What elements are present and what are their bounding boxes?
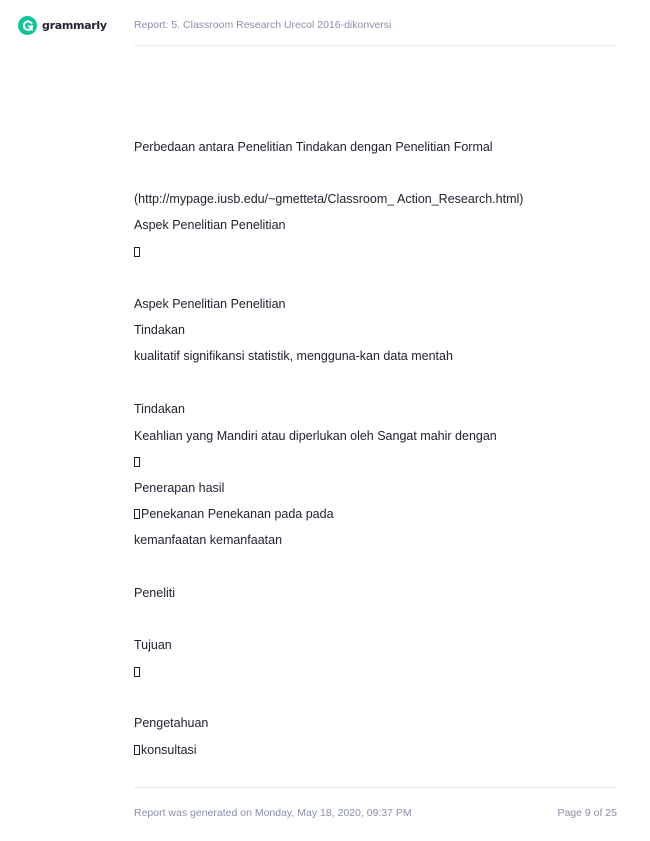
text-line bbox=[134, 664, 141, 680]
document-heading: Perbedaan antara Penelitian Tindakan dengan Penelitian Formal bbox=[134, 140, 493, 154]
grammarly-g-icon bbox=[18, 16, 37, 35]
text-line: Tindakan bbox=[134, 323, 185, 337]
missing-glyph-icon bbox=[134, 457, 140, 467]
text-line: Pengetahuan bbox=[134, 716, 209, 730]
missing-glyph-icon bbox=[134, 509, 140, 519]
text-line: kualitatif signifikansi statistik, mengguna-kan data mentah bbox=[134, 349, 453, 363]
text-line: Penerapan hasil bbox=[134, 481, 225, 495]
text-line: Aspek Penelitian Penelitian bbox=[134, 218, 286, 232]
page-number: Page 9 of 25 bbox=[557, 807, 617, 819]
text-line: kemanfaatan kemanfaatan bbox=[134, 533, 283, 547]
footer-divider bbox=[134, 787, 617, 788]
report-generated-text: Report was generated on Monday, May 18, 2020, 09:37 PM bbox=[134, 807, 412, 819]
header-divider bbox=[134, 45, 617, 46]
missing-glyph-icon bbox=[134, 745, 140, 755]
report-title: Report: 5. Classroom Research Urecol 2016-dikonversi bbox=[134, 19, 392, 31]
text-line: Tujuan bbox=[134, 638, 172, 652]
text-line: Keahlian yang Mandiri atau diperlukan oleh Sangat mahir dengan bbox=[134, 429, 497, 443]
text-line: Penekanan Penekanan pada pada bbox=[134, 506, 334, 522]
missing-glyph-icon bbox=[134, 667, 140, 677]
text-line: Peneliti bbox=[134, 586, 175, 600]
grammarly-logo bbox=[18, 16, 107, 35]
text-line bbox=[134, 454, 141, 470]
logo-text: grammarly bbox=[42, 19, 107, 32]
missing-glyph-icon bbox=[134, 247, 140, 257]
text-line bbox=[134, 244, 141, 260]
text-line: konsultasi bbox=[134, 742, 197, 758]
source-url-line: (http://mypage.iusb.edu/~gmetteta/Classroom_ Action_Research.html) bbox=[134, 192, 524, 206]
text-line: Aspek Penelitian Penelitian bbox=[134, 297, 286, 311]
text-line: Tindakan bbox=[134, 402, 185, 416]
